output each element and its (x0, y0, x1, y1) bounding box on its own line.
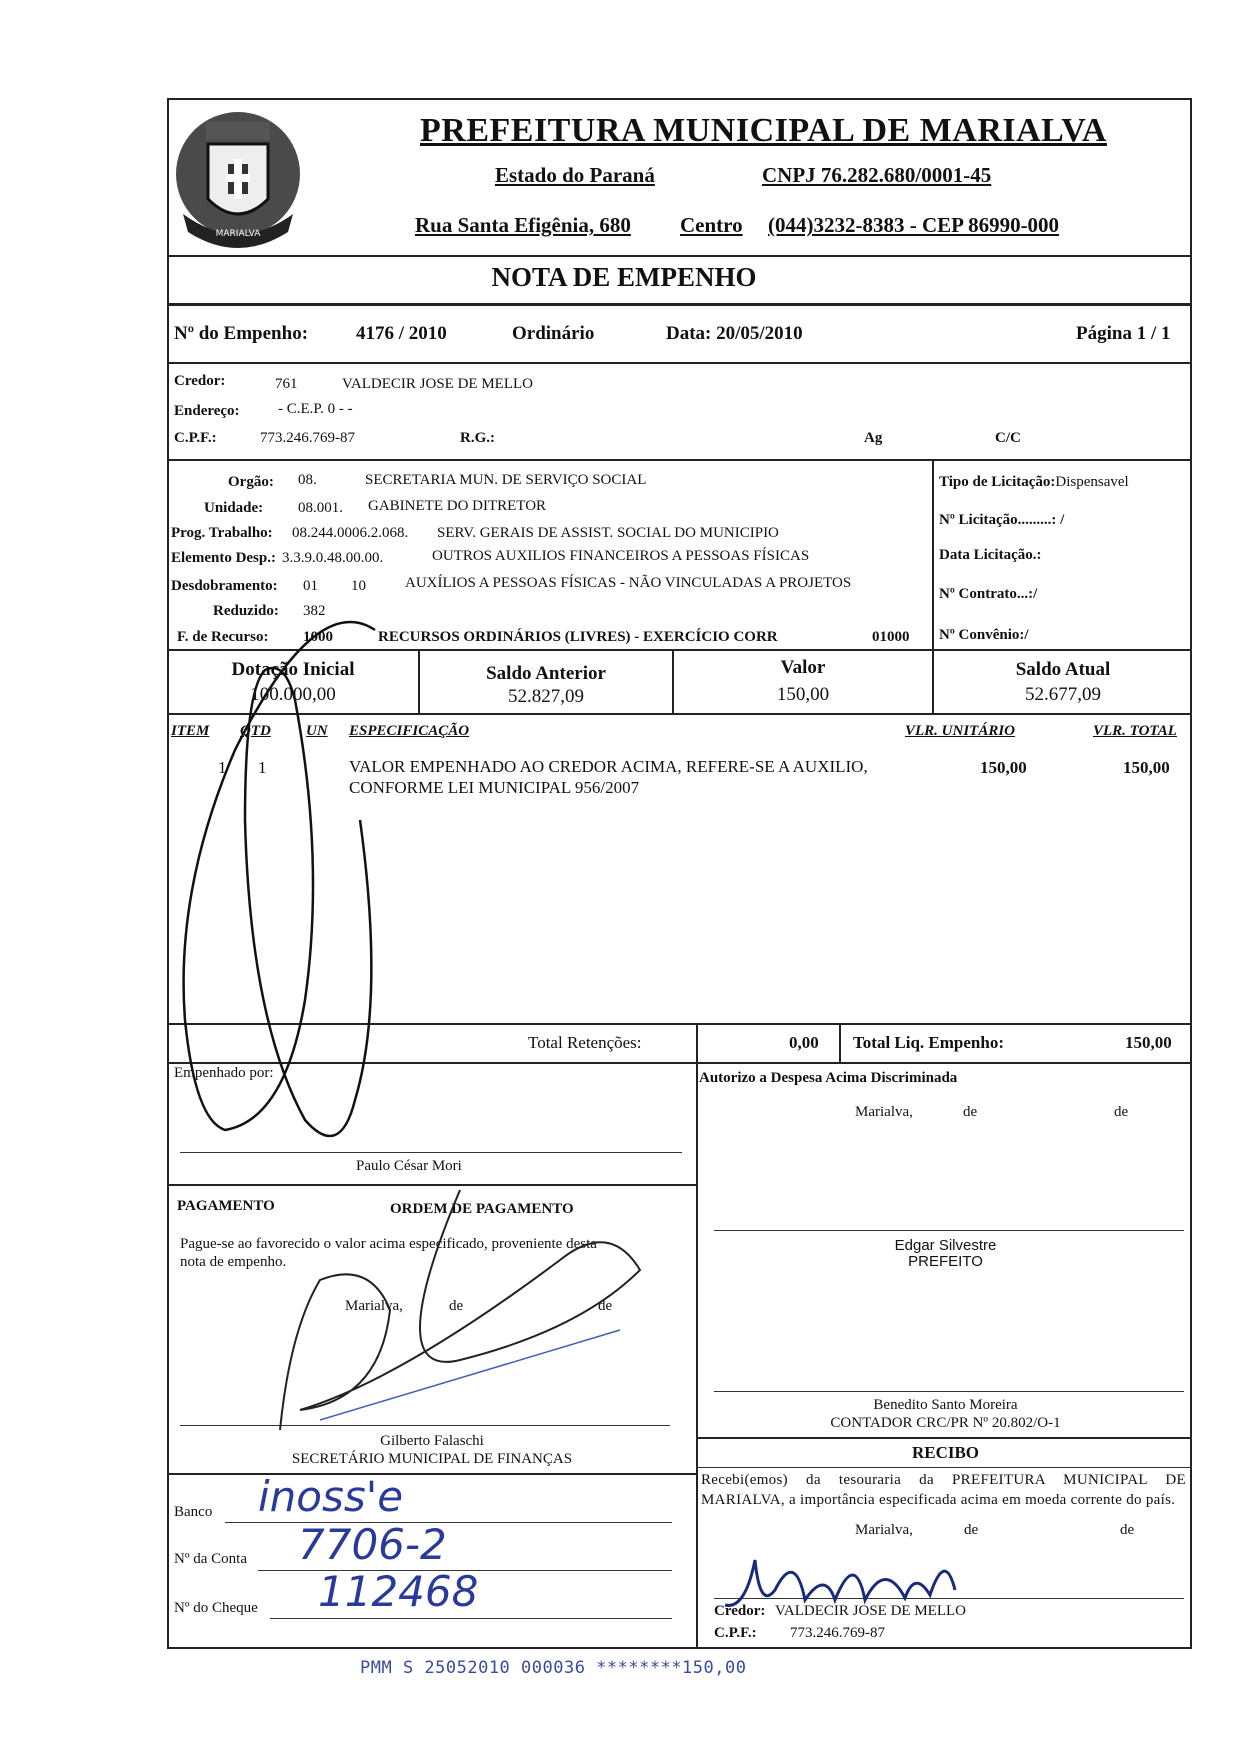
conta-value: 7706-2 (298, 1520, 447, 1569)
signature-line (714, 1598, 1184, 1599)
divider (696, 1062, 698, 1649)
recurso-code: 1000 (303, 629, 333, 645)
empenho-label: Nº do Empenho: (174, 323, 309, 344)
divider (167, 1062, 1192, 1064)
empenhado-name: Paulo César Mori (356, 1158, 462, 1174)
recibo-cpf: 773.246.769-87 (790, 1625, 885, 1641)
item-qtd: 1 (258, 758, 267, 777)
valor-label: Valor (780, 657, 826, 678)
unidade-label: Unidade: (204, 500, 264, 516)
cheque-label: Nº do Cheque (174, 1600, 258, 1616)
divider (696, 1467, 1192, 1468)
pagamento-text1: Pague-se ao favorecido o valor acima especificado, proveniente desta (180, 1236, 597, 1252)
autorizo-label: Autorizo a Despesa Acima Discriminada (699, 1070, 958, 1086)
cnpj: CNPJ 76.282.680/0001-45 (762, 163, 992, 187)
elem-label: Elemento Desp.: (171, 550, 276, 566)
prefeito-name: Edgar Silvestre (894, 1237, 997, 1254)
rg-label: R.G.: (460, 430, 495, 446)
divider (167, 1023, 1192, 1025)
divider (167, 713, 1192, 715)
svg-text:MARIALVA: MARIALVA (215, 229, 261, 239)
orgao-code: 08. (298, 472, 317, 488)
saldo-anterior-label: Saldo Anterior (486, 663, 606, 684)
recibo-credor-label: Credor: (714, 1603, 766, 1619)
recibo-de2: de (1120, 1522, 1135, 1538)
orgao-name: SECRETARIA MUN. DE SERVIÇO SOCIAL (365, 472, 647, 488)
item-unit: 150,00 (980, 758, 1027, 777)
recibo-de1: de (964, 1522, 979, 1538)
licitacao-tipo-label-text: Tipo de Licitação: (939, 474, 1056, 490)
licitacao-num: Nº Licitação.........: / (939, 512, 1065, 528)
col-item: ITEM (171, 723, 210, 739)
item-number: 1 (218, 758, 227, 777)
credor-code: 761 (275, 376, 298, 392)
licitacao-data: Data Licitação.: (939, 547, 1042, 563)
ordem-pagamento: ORDEM DE PAGAMENTO (390, 1201, 574, 1217)
secretario-name: Gilberto Falaschi (380, 1433, 484, 1449)
recibo-cpf-label: C.P.F.: (714, 1625, 757, 1641)
item-total: 150,00 (1123, 758, 1170, 777)
recurso-label: F. de Recurso: (177, 629, 269, 645)
cc-label: C/C (995, 430, 1021, 446)
payment-stamp: PMM S 25052010 000036 ********150,00 (360, 1658, 747, 1678)
pagamento-de1: de (449, 1298, 464, 1314)
unidade-code: 08.001. (298, 500, 343, 516)
divider (167, 303, 1192, 306)
empenho-type: Ordinário (512, 323, 595, 344)
prog-label: Prog. Trabalho: (171, 525, 273, 541)
org-name: PREFEITURA MUNICIPAL DE MARIALVA (420, 112, 1107, 149)
credor-address: - C.E.P. 0 - - (278, 401, 353, 417)
credor-cpf: 773.246.769-87 (260, 430, 355, 446)
col-spec: ESPECIFICAÇÃO (349, 723, 470, 739)
desd-code2: 10 (351, 578, 366, 594)
pagamento-text2: nota de empenho. (180, 1254, 287, 1270)
retencoes-label: Total Retenções: (528, 1033, 642, 1052)
item-spec-line1: VALOR EMPENHADO AO CREDOR ACIMA, REFERE-SE A AUXILIO, (349, 757, 868, 776)
divider (167, 362, 1192, 364)
divider (696, 1023, 698, 1063)
col-un: UN (306, 723, 328, 739)
page-number: Página 1 / 1 (1076, 323, 1171, 344)
dotacao-inicial-value: 100.000,00 (250, 684, 336, 705)
credor-label: Credor: (174, 373, 226, 389)
signature-line (714, 1391, 1184, 1392)
convenio-num: Nº Convênio:/ (939, 627, 1029, 643)
retencoes-value: 0,00 (789, 1033, 819, 1052)
signature-line (180, 1152, 682, 1153)
recurso-name: RECURSOS ORDINÁRIOS (LIVRES) - EXERCÍCIO CORR (378, 629, 778, 645)
recibo-text: Recebi(emos) da tesouraria da PREFEITURA MUNICIPAL DE MARIALVA, a importância especificada acima em moeda corrente do país. (701, 1472, 1186, 1508)
prefeito-title: PREFEITO (908, 1253, 983, 1270)
secretario-title: SECRETÁRIO MUNICIPAL DE FINANÇAS (291, 1451, 573, 1467)
pagamento-de2: de (598, 1298, 613, 1314)
cheque-line (270, 1618, 672, 1619)
district: Centro (680, 213, 743, 237)
valor-value: 150,00 (776, 684, 830, 705)
divider (696, 1437, 1192, 1439)
licitacao-tipo: Dispensavel (1055, 474, 1129, 490)
empenho-number: 4176 / 2010 (356, 323, 447, 344)
prog-code: 08.244.0006.2.068. (292, 525, 409, 541)
state: Estado do Paraná (495, 163, 655, 187)
licitacao-tipo-label (939, 474, 1129, 491)
elem-name: OUTROS AUXILIOS FINANCEIROS A PESSOAS FÍSICAS (432, 548, 810, 564)
address-label: Endereço: (174, 403, 240, 419)
dotacao-inicial-label: Dotação Inicial (231, 659, 355, 680)
col-unit: VLR. UNITÁRIO (905, 723, 1016, 739)
liq-empenho-value: 150,00 (1125, 1033, 1172, 1052)
elem-code: 3.3.9.0.48.00.00. (282, 550, 384, 566)
autorizo-place: Marialva, (855, 1104, 913, 1120)
recurso-code2: 01000 (872, 629, 910, 645)
liq-empenho-label: Total Liq. Empenho: (853, 1033, 1004, 1052)
autorizo-de1: de (963, 1104, 978, 1120)
ag-label: Ag (864, 430, 883, 446)
banco-label: Banco (174, 1504, 213, 1520)
recibo-title: RECIBO (911, 1443, 980, 1462)
credor-name: VALDECIR JOSE DE MELLO (342, 376, 533, 392)
col-total: VLR. TOTAL (1093, 723, 1177, 739)
saldo-atual-label: Saldo Atual (1015, 659, 1111, 680)
cheque-value: 112468 (318, 1567, 479, 1616)
item-spec-line2: CONFORME LEI MUNICIPAL 956/2007 (349, 778, 640, 797)
banco-value: inoss'e (258, 1472, 404, 1521)
divider (167, 1473, 697, 1475)
contrato-num: Nº Contrato...:/ (939, 586, 1038, 602)
reduzido-value: 382 (303, 603, 326, 619)
divider (167, 649, 1192, 651)
divider (839, 1023, 841, 1063)
signature-line (714, 1230, 1184, 1231)
desd-label: Desdobramento: (171, 578, 278, 594)
phone-cep: (044)3232-8383 - CEP 86990-000 (768, 213, 1060, 237)
address: Rua Santa Efigênia, 680 (415, 213, 631, 237)
signature-line (180, 1425, 670, 1426)
empenhado-label: Empenhado por: (174, 1065, 274, 1081)
pagamento-place: Marialva, (345, 1298, 403, 1314)
pagamento-label: PAGAMENTO (177, 1198, 275, 1214)
prog-name: SERV. GERAIS DE ASSIST. SOCIAL DO MUNICIPIO (437, 525, 779, 541)
cpf-label: C.P.F.: (174, 430, 217, 446)
doc-title: NOTA DE EMPENHO (491, 262, 757, 292)
desd-code1: 01 (303, 578, 318, 594)
col-qtd: QTD (240, 723, 271, 739)
divider (932, 459, 934, 649)
contador-title: CONTADOR CRC/PR Nº 20.802/O-1 (830, 1415, 1061, 1431)
coat-of-arms-icon (168, 104, 308, 256)
saldo-anterior-value: 52.827,09 (508, 686, 584, 707)
desd-name: AUXÍLIOS A PESSOAS FÍSICAS - NÃO VINCULADAS A PROJETOS (405, 575, 852, 591)
orgao-label: Orgão: (228, 474, 274, 490)
saldo-atual-value: 52.677,09 (1025, 684, 1101, 705)
unidade-name: GABINETE DO DITRETOR (368, 498, 547, 514)
recibo-credor: VALDECIR JOSE DE MELLO (775, 1603, 966, 1619)
autorizo-de2: de (1114, 1104, 1129, 1120)
divider (167, 255, 1192, 257)
banco-line (225, 1522, 672, 1523)
divider (167, 459, 1192, 461)
divider (167, 1184, 697, 1186)
contador-name: Benedito Santo Moreira (873, 1397, 1018, 1413)
empenho-date: Data: 20/05/2010 (666, 323, 803, 344)
reduzido-label: Reduzido: (213, 603, 279, 619)
conta-label: Nº da Conta (174, 1551, 247, 1567)
recibo-place: Marialva, (855, 1522, 913, 1538)
